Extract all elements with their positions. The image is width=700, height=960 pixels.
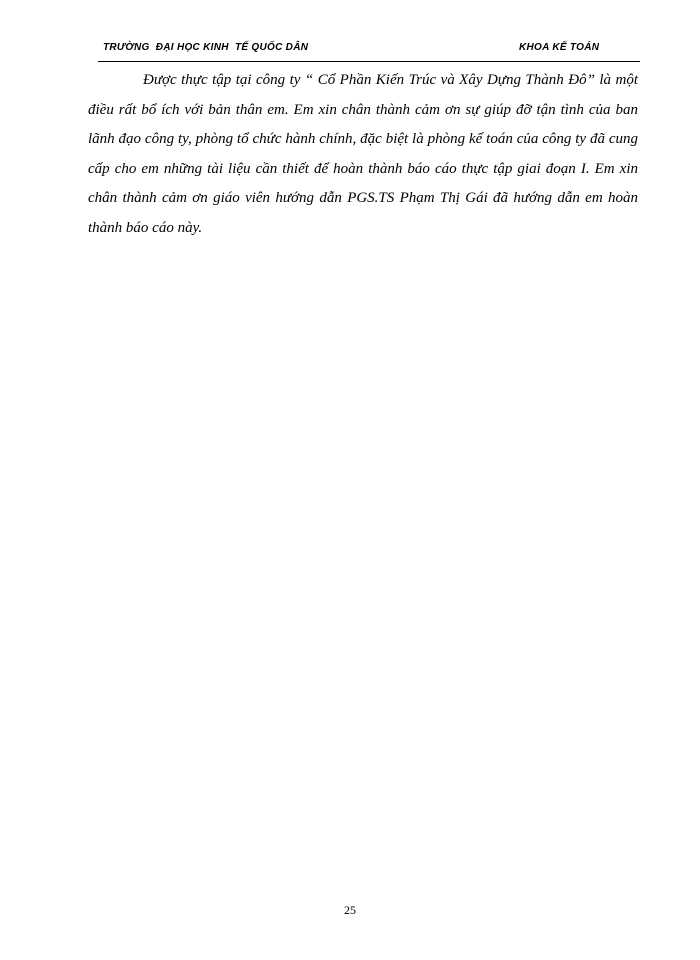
header-university: TRƯỜNG ĐẠI HỌC KINH TẾ QUỐC DÂN [103, 42, 309, 53]
page-number: 25 [344, 903, 356, 917]
body-paragraph: Được thực tập tại công ty “ Cổ Phần Kiến Trúc và Xây Dựng Thành Đô” là một điều rất bổ ích với bản thân em. Em xin chân thành cảm ơn sự giúp đỡ tận tình của ban lãnh đạo công ty, phòng tổ chức hành chính, đặc biệt là phòng kế toán của công ty đã cung cấp cho em những tài liệu cần thiết để hoàn thành báo cáo thực tập giai đoạn I. Em xin chân thành cảm ơn giáo viên hướng dẫn PGS.TS Phạm Thị Gái đã hướng dẫn em hoàn thành báo cáo này. [88, 72, 638, 236]
page-header [98, 39, 640, 62]
header-faculty: KHOA KẾ TOÁN [519, 42, 600, 53]
